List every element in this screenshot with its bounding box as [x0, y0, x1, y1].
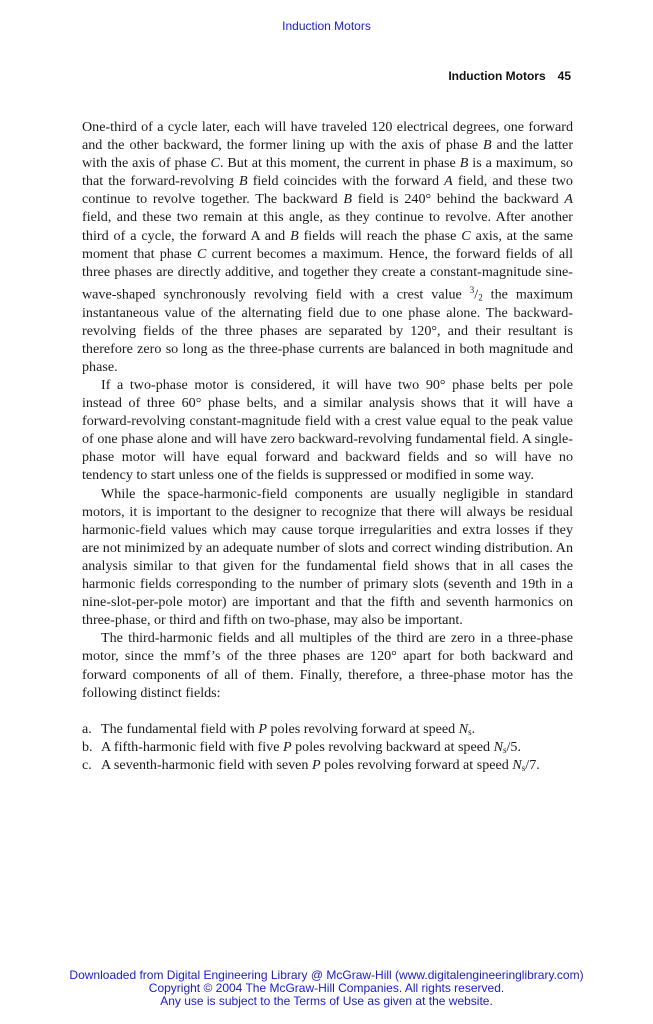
list-item-label: c. [82, 756, 92, 773]
running-head [448, 69, 571, 83]
footer-download-link[interactable]: Downloaded from Digital Engineering Library @ McGraw-Hill (www.digitalengineeringlibrary.com) [69, 968, 584, 982]
paragraph-3: While the space-harmonic-field components are usually negligible in standard motors, it is important to the designer to recognize that there will always be residual harmonic-field values which may cause torque irregularities and extra losses if they are not minimized by an adequate number of slots and correct winding distribution. An analysis similar to that given for the fundamental field shows that in all cases the harmonic fields corresponding to the number of primary slots (seventh and 19th in a nine-slot-per-pole motor) are important and that the fifth and seventh harmonics on three-phase, or third and fifth on two-phase, may also be important. [82, 485, 573, 629]
page-number: 45 [557, 69, 571, 83]
field-list [82, 720, 573, 774]
top-banner-title: Induction Motors [282, 19, 371, 33]
paragraph-4: The third-harmonic fields and all multiples of the third are zero in a three-phase motor, since the mmf’s of the three phases are 120° apart for both backward and forward components of all of them. Finally, therefore, a three-phase motor has the following distinct fields: [82, 630, 573, 701]
list-item [82, 738, 573, 756]
body-text [82, 118, 573, 774]
list-item [82, 756, 573, 774]
list-item-text: A seventh-harmonic field with seven P poles revolving forward at speed $N_s/7$. [101, 756, 540, 773]
footer-terms: Any use is subject to the Terms of Use as given at the website. [160, 994, 493, 1008]
list-item-label: b. [82, 738, 93, 755]
running-head-title: Induction Motors [448, 69, 546, 83]
list-item [82, 720, 573, 738]
paragraph-2: If a two-phase motor is considered, it will have two 90° phase belts per pole instead of three 60° phase belts, and a similar analysis shows that it will have a forward-revolving constant-magnitude field with a crest value equal to the peak value of one phase alone and will have zero backward-revolving fundamental field. A single-phase motor will have equal forward and backward fields and so will have no tendency to start unless one of the fields is suppressed or modified in some way. [82, 377, 573, 484]
footer-copyright: Copyright © 2004 The McGraw-Hill Companies. All rights reserved. [148, 981, 505, 995]
footer [0, 969, 653, 1008]
list-item-label: a. [82, 720, 92, 737]
list-item-text: The fundamental field with P poles revolving forward at speed $N_s$. [101, 720, 476, 737]
list-item-text: A fifth-harmonic field with five P poles revolving backward at speed $N_s/5$. [101, 738, 521, 755]
paragraph-1: One-third of a cycle later, each will have traveled 120 electrical degrees, one forward and the other backward, the former lining up with the axis of phase B and the latter with the axis of phase C. But at this moment, the current in phase B is a maximum, so that the forward-revolving B field coincides with the forward A field, and these two continue to revolve together. The backward B field is 240° behind the backward A field, and these two remain at this angle, as they continue to revolve. After another third of a cycle, the forward A and B fields will reach the phase C axis, at the same moment that phase C current becomes a maximum. Hence, the forward fields of all three phases are directly additive, and together they create a constant-magnitude sine-wave-shaped synchronously revolving field with a crest value $^3/_2$ the maximum instantaneous value of the alternating field due to one phase alone. The backward-revolving fields of the three phases are separated by 120°, and their resultant is therefore zero so long as the three-phase currents are balanced in both magnitude and phase. [82, 119, 574, 375]
